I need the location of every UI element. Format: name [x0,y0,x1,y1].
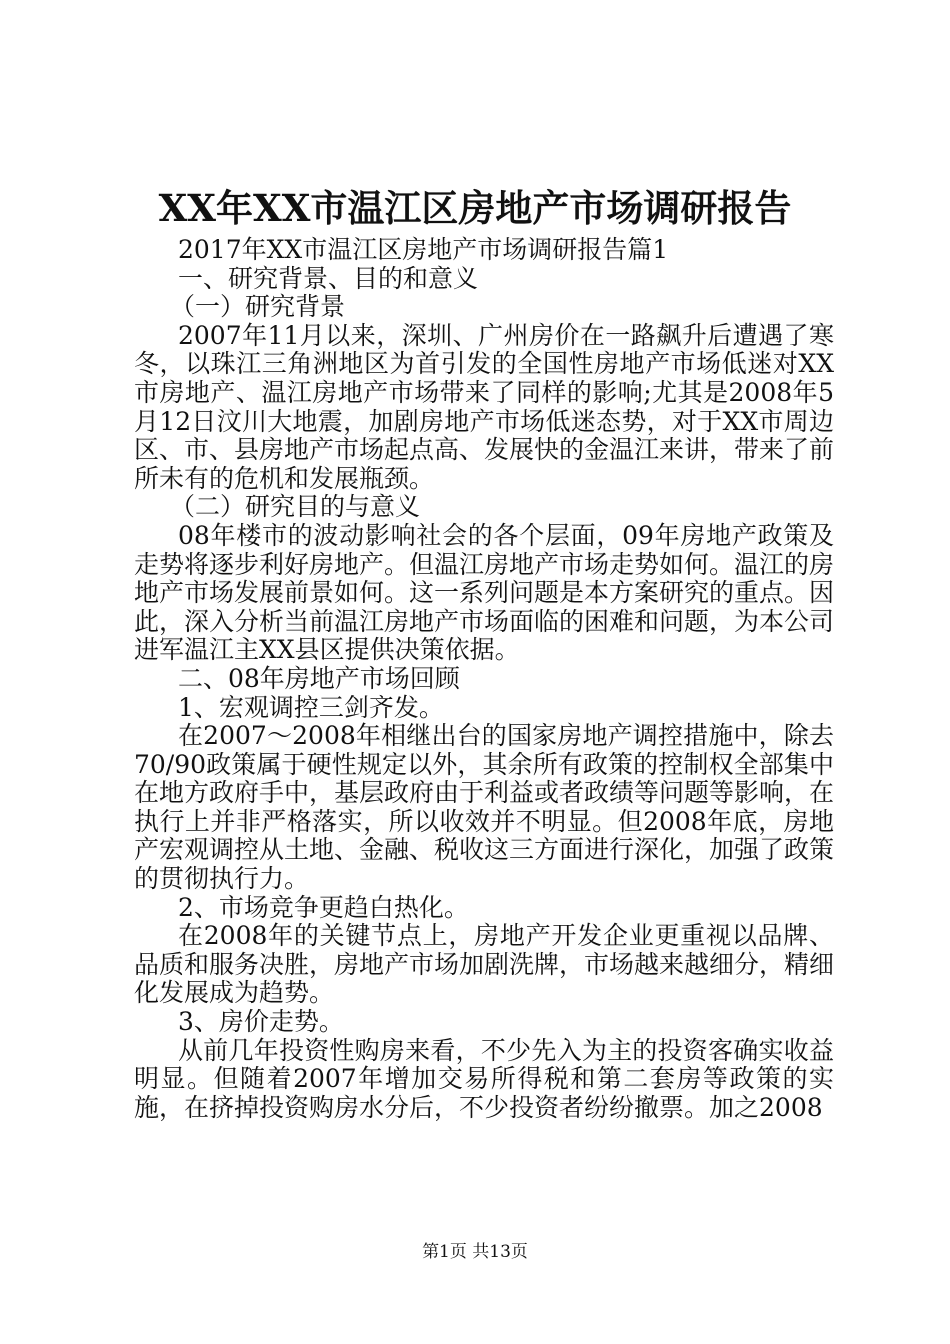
subsection-heading-2: （二）研究目的与意义 [170,492,421,522]
subsection-heading-1: （一）研究背景 [170,292,346,322]
report-subtitle: 2017年XX市温江区房地产市场调研报告篇1 [178,235,669,264]
paragraph-background: 2007年11月以来，深圳、广州房价在一路飙升后遭遇了寒冬，以珠江三角洲地区为首引发的全国性房地产市场低迷对XX市房地产、温江房地产市场带来了同样的影响;尤其是2008年5月12日汶川大地震，加剧房地产市场低迷态势，对于XX市周边区、市、县房地产市场起点高、发展快的金温江来讲，带来了前所未有的危机和发展瓶颈。 [134,320,835,493]
page-footer: 第1页 共13页 [422,1242,528,1262]
item-heading-2: 2、市场竞争更趋白热化。 [178,892,469,922]
paragraph-macro-control: 在2007～2008年相继出台的国家房地产调控措施中，除去70/90政策属于硬性规定以外，其余所有政策的控制权全部集中在地方政府手中，基层政府由于利益或者政绩等问题等影响，在执行上并非严格落实，所以收效并不明显。但2008年底，房地产宏观调控从土地、金融、税收这三方面进行深化，加强了政策的贯彻执行力。 [134,721,835,894]
item-heading-3: 3、房价走势。 [178,1007,344,1037]
section-heading-2: 二、08年房地产市场回顾 [178,663,460,693]
paragraph-price-trend: 从前几年投资性购房来看，不少先入为主的投资客确实收益明显。但随着2007年增加交易所得税和第二套房等政策的实施，在挤掉投资购房水分后，不少投资者纷纷撤票。加之2008 [134,1035,834,1122]
document-body [134,236,834,1122]
item-heading-1: 1、宏观调控三剑齐发。 [178,692,444,722]
paragraph-competition: 在2008年的关键节点上，房地产开发企业更重视以品牌、品质和服务决胜，房地产市场加剧洗牌，市场越来越细分，精细化发展成为趋势。 [134,921,835,1008]
section-heading-1: 一、研究背景、目的和意义 [178,263,479,293]
paragraph-purpose: 08年楼市的波动影响社会的各个层面，09年房地产政策及走势将逐步利好房地产。但温江房地产市场走势如何。温江的房地产市场发展前景如何。这一系列问题是本方案研究的重点。因此，深入分析当前温江房地产市场面临的困难和问题，为本公司进军温江主XX县区提供决策依据。 [134,520,835,665]
document-title: XX年XX市温江区房地产市场调研报告 [158,186,792,230]
